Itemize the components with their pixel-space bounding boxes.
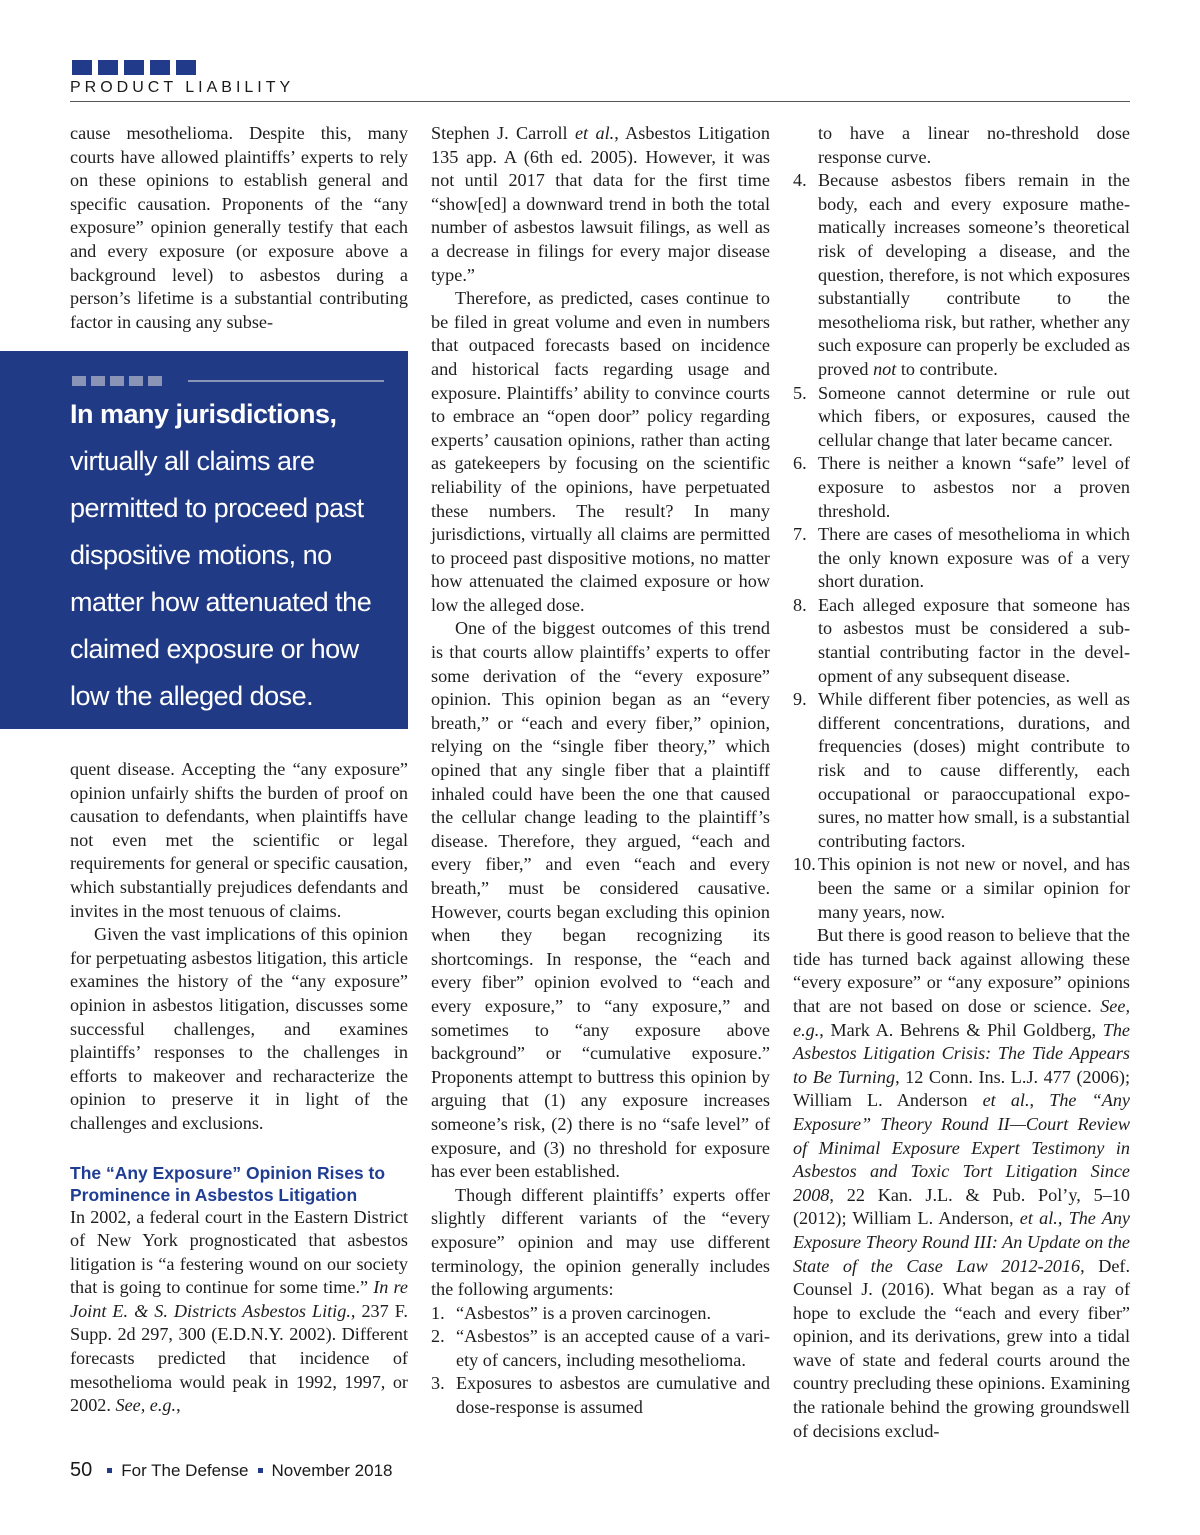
paragraph: Therefore, as predicted, cases continue to be filed in great volume and even in numbers that outpaced forecasts based on incidence and historical facts regarding usage and exposure. Plaintiffs’ ability to convince courts to embrace an “open door” policy regarding experts’ causation opinions, rather than acting as gatekeepers by focusing on the scientific reliability of the opinions, have perpetuated these numbers. The result? In many jurisdictions, virtually all claims are permitted to proceed past dispositive motions, no matter how attenuated the claimed exposure or how low the alleged dose. <box>431 288 770 615</box>
pull-quote-squares <box>72 376 162 386</box>
list-item: 4. Because asbestos fibers remain in the body, each and every exposure mathematically increases someone’s theoretical risk of developing a disease, and the question, therefore, is not which exposures substantially contribute to the mesothelioma risk, but rather, whether any such exposure can properly be excluded as proved not to contribute. <box>793 170 1130 379</box>
pull-quote <box>0 351 408 729</box>
paragraph: In 2002, a federal court in the Eastern District of New York prognosticated that asbestos litigation is “a festering wound on our society that is going to continue for some time.” In re Joint E. & S. Districts Asbestos Litig., 237 F. Supp. 2d 297, 300 (E.D.N.Y. 2002). Different forecasts predicted that incidence of mesothelioma would peak in 1992, 1997, or 2002. See, e.g., <box>70 1206 408 1416</box>
issue-date: November 2018 <box>271 1461 393 1480</box>
header-square <box>124 60 144 75</box>
column-1-top <box>70 122 408 334</box>
paragraph: Stephen J. Carroll et al., Asbestos Litigation 135 app. A (6th ed. 2005). However, it was not until 2017 that data for the first time “show[ed] a downward trend in both the total number of asbestos lawsuit filings, as well as a decrease in filings for every major disease type.” <box>431 123 770 285</box>
header-squares <box>72 60 196 75</box>
list-item: 8. Each alleged exposure that someone has to asbestos must be considered a substantial contributing factor in the development of any subsequent disease. <box>793 594 1130 686</box>
footer-bullet <box>258 1468 263 1473</box>
pull-quote-lead: In many jurisdictions, <box>70 399 337 429</box>
header-square <box>72 60 92 75</box>
column-1-bottom <box>70 758 408 1418</box>
pull-quote-rule <box>188 380 384 382</box>
header-square <box>98 60 118 75</box>
paragraph: Though different plaintiffs’ experts offer slightly different variants of the “every exposure” opinion and may use different terminology, the opinion generally includes the following arguments: <box>431 1184 770 1300</box>
list-item: 5. Someone cannot determine or rule out which fibers, or exposures, caused the cellular change that later became cancer. <box>793 382 1130 450</box>
publication-name: For The Defense <box>121 1461 249 1480</box>
page-footer <box>70 1459 392 1482</box>
argument-list-continued <box>793 169 1130 924</box>
section-heading: The “Any Exposure” Opinion Rises to Prominence in Asbestos Litigation <box>70 1162 386 1205</box>
section-title: PRODUCT LIABILITY <box>70 79 295 96</box>
header-rule <box>70 101 1130 102</box>
column-2 <box>431 122 770 1420</box>
pull-quote-rest: virtually all claims are permitted to proceed past dispositive motions, no matter how attenuated the claimed exposure or how low the alleged dose. <box>70 446 372 711</box>
argument-list <box>431 1302 770 1420</box>
page-number: 50 <box>70 1459 93 1481</box>
paragraph: One of the biggest outcomes of this trend is that courts allow plaintiffs’ experts to offer some derivation of the “every exposure” opinion. This opinion began as an “every breath,” or “each and every fiber,” opinion, relying on the “single fiber theory,” which opined that any single fiber that a plaintiff inhaled could have been the one that caused the cellular change leading to the plaintiff’s disease. Therefore, they argued, “each and every fiber,” and even “each and every breath,” must be considered causative. However, courts began excluding this opinion when they began recognizing its shortcomings. In response, the “each and every fiber” opinion evolved to “each and every exposure,” to “any exposure,” and sometimes to “any exposure above background” or “cumulative exposure.” Proponents attempt to buttress this opinion by arguing that (1) any exposure increases someone’s risk, (2) there is no “safe level” of exposure, and (3) no threshold for exposure has ever been established. <box>431 618 770 1182</box>
list-item-continued: to have a linear no-threshold dose response curve. <box>818 123 1130 167</box>
paragraph: quent disease. Accepting the “any exposure” opinion unfairly shifts the burden of proof on causation to defendants, when plaintiffs have not even met the scientific or legal requirements for general or specific causation, which substantially prejudices defendants and invites in the most tenuous of claims. <box>70 759 408 921</box>
pull-quote-text <box>70 391 400 720</box>
paragraph: cause mesothelioma. Despite this, many courts have allowed plaintiffs’ experts to rely on these opinions to establish general and specific causation. Proponents of the “any exposure” opinion generally testify that each and every exposure (or exposure above a background level) to asbestos during a person’s lifetime is a substantial contributing factor in causing any subse- <box>70 123 408 332</box>
list-item: 6. There is neither a known “safe” level of exposure to asbestos nor a proven threshold. <box>793 453 1130 521</box>
footer-bullet <box>107 1468 112 1473</box>
header-square <box>150 60 170 75</box>
list-item: 10. This opinion is not new or novel, and has been the same or a similar opinion for many years, now. <box>793 854 1130 922</box>
list-item: 9. While different fiber potencies, as well as different concentrations, durations, and frequencies (doses) might contribute to risk and to cause differently, each occupational or paraoccupational exposures, no matter how small, is a substantial contributing factors. <box>793 689 1130 851</box>
column-3 <box>793 122 1130 1443</box>
list-item: 7. There are cases of mesothelioma in which the only known exposure was of a very short duration. <box>793 524 1130 592</box>
paragraph: Given the vast implications of this opinion for perpetuating asbestos litigation, this article examines the history of the “any exposure” opinion in asbestos litigation, discusses some successful challenges, and examines plaintiffs’ responses to the challenges in efforts to makeover and recharacterize the opinion to preserve it in light of the challenges and exclusions. <box>70 924 408 1133</box>
paragraph: But there is good reason to believe that the tide has turned back against allowing these “every exposure” or “any exposure” opinions that are not based on dose or science. See, e.g., Mark A. Behrens & Phil Goldberg, The Asbestos Litigation Crisis: The Tide Appears to Be Turning, 12 Conn. Ins. L.J. 477 (2006); William L. Anderson et al., The “Any Exposure” Theory Round II—Court Review of Minimal Exposure Expert Testimony in Asbestos and Toxic Tort Litigation Since 2008, 22 Kan. J.L. & Pub. Pol’y, 5–10 (2012); William L. Anderson, et al., The Any Exposure Theory Round III: An Update on the State of the Case Law 2012-2016, Def. Counsel J. (2016). What began as a ray of hope to exclude the “each and every fiber” opinion, and its derivations, grew into a tidal wave of state and federal courts around the country precluding these opinions. Examining the rationale behind the growing groundswell of decisions exclud- <box>793 925 1131 1441</box>
list-item: 2. “Asbestos” is an accepted cause of a variety of cancers, including mesothelioma. <box>431 1326 770 1370</box>
list-item: 1. “Asbestos” is a proven carcinogen. <box>431 1302 712 1323</box>
header-square <box>176 60 196 75</box>
list-item: 3. Exposures to asbestos are cumulative and dose-response is assumed <box>431 1373 770 1418</box>
